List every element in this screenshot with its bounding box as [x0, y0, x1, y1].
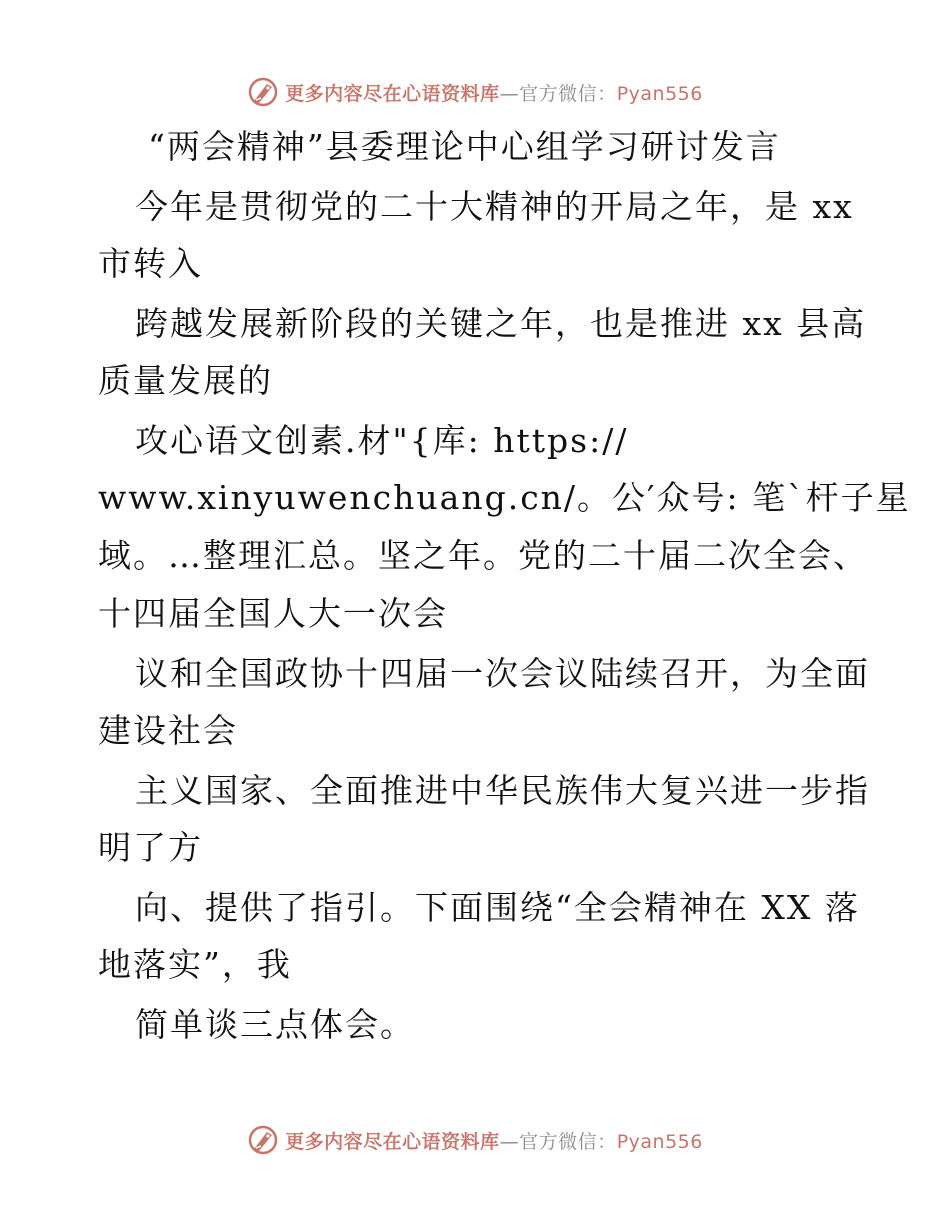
text-line: 简单谈三点体会。 [135, 1005, 415, 1044]
text-line: 明了方 [98, 828, 203, 867]
text-line: 市转入 [98, 244, 203, 283]
text-line: 建设社会 [98, 711, 238, 750]
pen-nib-logo-icon [247, 1124, 279, 1156]
text-line: 质量发展的 [98, 361, 273, 400]
watermark-text [285, 1127, 703, 1154]
text-line: 攻心语文创素.材"{库: https:// [135, 421, 629, 460]
document-title: “两会精神”县委理论中心组学习研讨发言 [148, 127, 781, 166]
footer-watermark-banner [0, 1120, 950, 1160]
text-line: www.xinyuwenchuang.cn/。公′众号: 笔`杆子星 [98, 478, 911, 517]
watermark-code: Pyan556 [616, 82, 703, 105]
watermark-separator: — [499, 1130, 520, 1153]
watermark-mid: 官方微信： [519, 82, 617, 105]
text-line: 议和全国政协十四届一次会议陆续召开，为全面 [135, 654, 870, 693]
watermark-lead: 更多内容尽在心语资料库 [285, 1130, 500, 1153]
watermark-code: Pyan556 [616, 1130, 703, 1153]
text-line: 十四届全国人大一次会 [98, 594, 448, 633]
watermark-mid: 官方微信： [519, 1130, 617, 1153]
text-line: 跨越发展新阶段的关键之年，也是推进 xx 县高 [135, 304, 867, 343]
text-line: 今年是贯彻党的二十大精神的开局之年，是 xx [135, 187, 854, 226]
watermark-separator: — [499, 82, 520, 105]
text-line: 向、提供了指引。下面围绕“全会精神在 XX 落 [135, 888, 860, 927]
text-line: 主义国家、全面推进中华民族伟大复兴进一步指 [135, 771, 870, 810]
text-line: 地落实”，我 [98, 945, 292, 984]
watermark-lead: 更多内容尽在心语资料库 [285, 82, 500, 105]
text-line: 域。…整理汇总。坚之年。党的二十届二次全会、 [98, 536, 868, 575]
